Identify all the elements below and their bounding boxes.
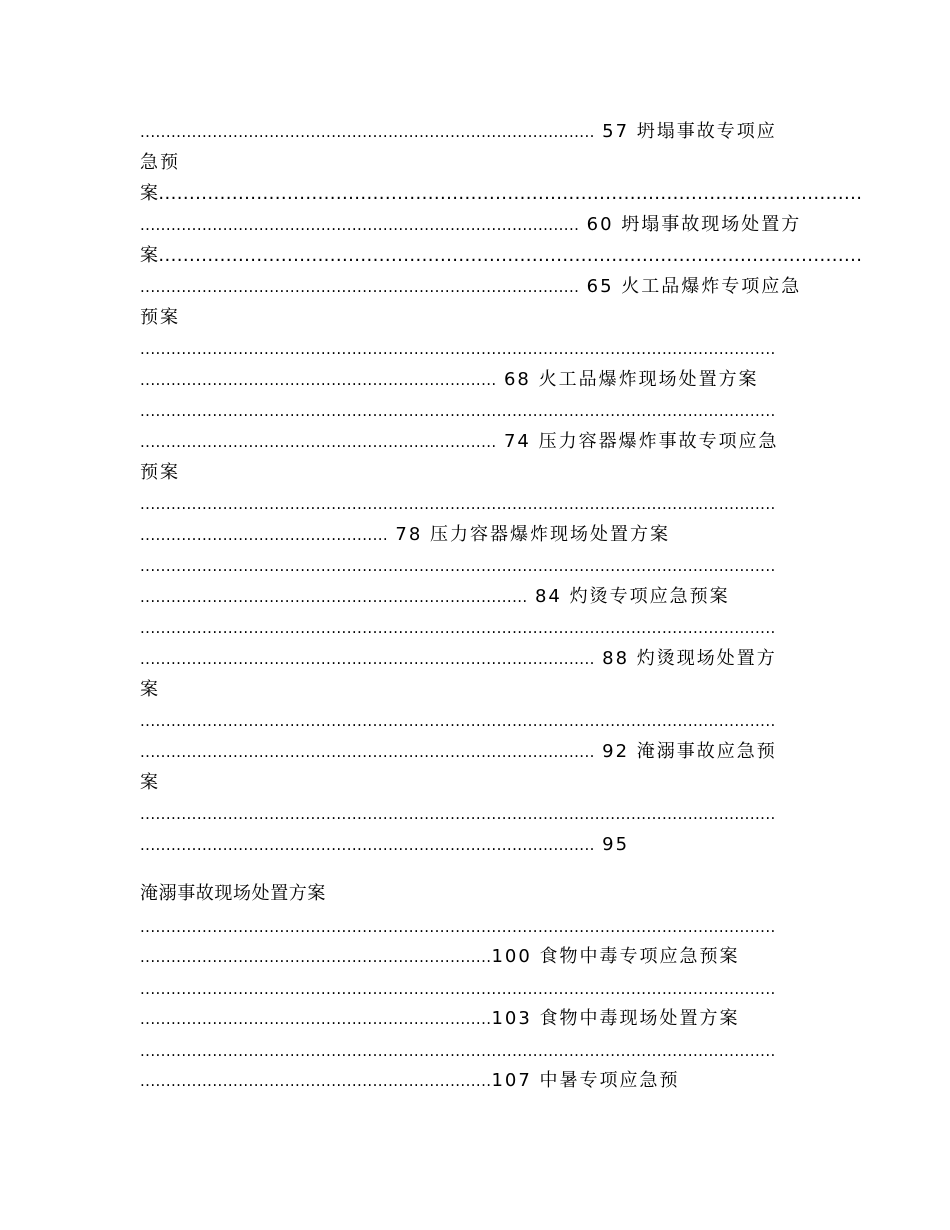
toc-line bbox=[140, 678, 160, 702]
toc-line bbox=[140, 616, 776, 640]
toc-entry-text: 案................................................................................................................... bbox=[140, 183, 863, 204]
leader-dots: ........................................................................................ bbox=[140, 123, 595, 141]
toc-line bbox=[140, 1069, 680, 1093]
toc-line bbox=[140, 244, 862, 268]
toc-line bbox=[140, 945, 740, 969]
toc-line bbox=[140, 740, 777, 764]
toc-entry-text: 95 bbox=[602, 834, 630, 855]
toc-line bbox=[140, 977, 776, 1001]
leader-dots: ........................................................................................ bbox=[140, 743, 595, 761]
toc-line bbox=[140, 461, 180, 485]
leader-dots: ........................................................................................................................... bbox=[140, 980, 776, 998]
toc-entry-text: 92 淹溺事故应急预 bbox=[602, 741, 777, 762]
leader-dots: ........................................................................................ bbox=[140, 836, 595, 854]
leader-dots: ..................................................................................... bbox=[140, 278, 580, 296]
toc-line bbox=[140, 492, 776, 516]
toc-line bbox=[140, 275, 801, 299]
toc-entry-text: 预案 bbox=[140, 307, 180, 328]
toc-line bbox=[140, 306, 180, 330]
toc-entry-text: 84 灼烫专项应急预案 bbox=[534, 586, 730, 607]
toc-entry-text: 78 压力容器爆炸现场处置方案 bbox=[395, 524, 671, 545]
leader-dots: ........................................................................................ bbox=[140, 650, 595, 668]
toc-line bbox=[140, 833, 629, 857]
leader-dots: ........................................................................................................................... bbox=[140, 619, 776, 637]
leader-dots: ........................................................................................................................... bbox=[140, 805, 776, 823]
toc-entry-text: 103 食物中毒现场处置方案 bbox=[491, 1008, 740, 1029]
toc-line bbox=[140, 771, 160, 795]
leader-dots: ........................................................................... bbox=[140, 588, 528, 606]
toc-line bbox=[140, 337, 776, 361]
toc-entry-text: 100 食物中毒专项应急预案 bbox=[491, 946, 740, 967]
toc-line bbox=[140, 213, 801, 237]
toc-line bbox=[140, 802, 776, 826]
toc-entry-text: 急预 bbox=[140, 152, 180, 173]
toc-entry-text: 案 bbox=[140, 772, 160, 793]
toc-entry-text: 案 bbox=[140, 679, 160, 700]
toc-line bbox=[140, 430, 779, 454]
leader-dots: ........................................................................................................................... bbox=[140, 402, 776, 420]
toc-line bbox=[140, 151, 180, 175]
leader-dots: ........................................................................................................................... bbox=[140, 1042, 776, 1060]
leader-dots: ........................................................................................................................... bbox=[140, 495, 776, 513]
toc-line bbox=[140, 1039, 776, 1063]
toc-entry-text: 预案 bbox=[140, 462, 180, 483]
toc-entry-text: 74 压力容器爆炸事故专项应急 bbox=[503, 431, 779, 452]
toc-line bbox=[140, 647, 777, 671]
leader-dots: .................................................................... bbox=[140, 1072, 492, 1090]
leader-dots: ................................................ bbox=[140, 526, 389, 544]
toc-line bbox=[140, 882, 326, 906]
toc-line bbox=[140, 368, 759, 392]
toc-entry-text: 65 火工品爆炸专项应急 bbox=[586, 276, 802, 297]
leader-dots: ..................................................................................... bbox=[140, 216, 580, 234]
toc-line bbox=[140, 1007, 740, 1031]
toc-line bbox=[140, 915, 776, 939]
toc-line bbox=[140, 709, 776, 733]
toc-entry-text: 88 灼烫现场处置方 bbox=[602, 648, 777, 669]
leader-dots: .................................................................... bbox=[140, 1010, 492, 1028]
toc-line bbox=[140, 120, 777, 144]
toc-line bbox=[140, 585, 730, 609]
leader-dots: ..................................................................... bbox=[140, 371, 497, 389]
toc-line bbox=[140, 399, 776, 423]
toc-line bbox=[140, 523, 670, 547]
toc-line bbox=[140, 554, 776, 578]
toc-entry-text: 107 中暑专项应急预 bbox=[491, 1070, 680, 1091]
toc-entry-text: 案................................................................................................................... bbox=[140, 245, 863, 266]
toc-entry-text: 60 坍塌事故现场处置方 bbox=[586, 214, 802, 235]
leader-dots: ........................................................................................................................... bbox=[140, 918, 776, 936]
toc-entry-text: 淹溺事故现场处置方案 bbox=[140, 883, 326, 904]
leader-dots: ..................................................................... bbox=[140, 433, 497, 451]
leader-dots: .................................................................... bbox=[140, 948, 492, 966]
toc-line bbox=[140, 182, 862, 206]
leader-dots: ........................................................................................................................... bbox=[140, 712, 776, 730]
toc-entry-text: 68 火工品爆炸现场处置方案 bbox=[503, 369, 759, 390]
toc-entry-text: 57 坍塌事故专项应 bbox=[602, 121, 777, 142]
leader-dots: ........................................................................................................................... bbox=[140, 340, 776, 358]
leader-dots: ........................................................................................................................... bbox=[140, 557, 776, 575]
